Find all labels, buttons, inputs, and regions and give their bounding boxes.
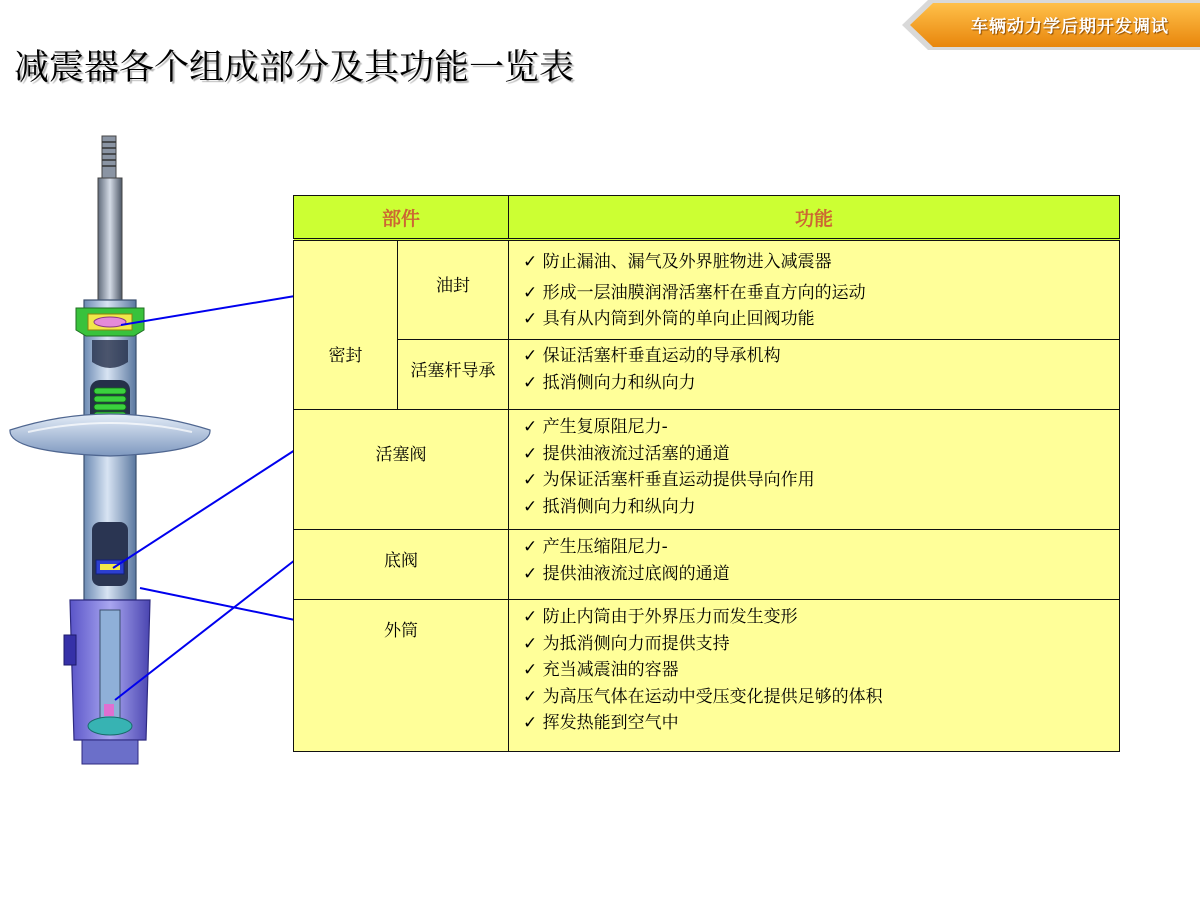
functions-piston-valve <box>509 410 1120 530</box>
part-base-valve: 底阀 <box>294 530 509 600</box>
part-seal: 密封 <box>294 240 398 410</box>
page-title: 减震器各个组成部分及其功能一览表 <box>14 48 575 88</box>
function-item: ✓ 产生复原阻尼力- <box>523 414 1119 441</box>
function-item: ✓ 充当减震油的容器 <box>523 657 1119 684</box>
function-item: ✓ 抵消侧向力和纵向力 <box>523 494 1119 521</box>
function-item: ✓ 防止内筒由于外界压力而发生变形 <box>523 604 1119 631</box>
part-piston-valve: 活塞阀 <box>294 410 509 530</box>
header-function: 功能 <box>509 196 1120 240</box>
functions-base-valve <box>509 530 1120 600</box>
part-outer-tube: 外筒 <box>294 600 509 752</box>
section-badge <box>902 0 1200 50</box>
function-item: ✓ 抵消侧向力和纵向力 <box>523 370 1119 397</box>
part-rod-guide: 活塞杆导承 <box>398 340 509 410</box>
function-item: ✓ 提供油液流过底阀的通道 <box>523 561 1119 588</box>
function-item: ✓ 提供油液流过活塞的通道 <box>523 441 1119 468</box>
function-item: ✓ 挥发热能到空气中 <box>523 710 1119 737</box>
functions-rod-guide <box>509 340 1120 410</box>
components-table <box>293 195 1120 752</box>
table-row <box>294 530 1120 600</box>
shock-absorber-illustration <box>0 130 220 770</box>
table-row <box>294 600 1120 752</box>
functions-oil-seal <box>509 240 1120 340</box>
function-item: ✓ 为保证活塞杆垂直运动提供导向作用 <box>523 467 1119 494</box>
function-item: ✓ 保证活塞杆垂直运动的导承机构 <box>523 343 1119 370</box>
badge-text: 车辆动力学后期开发调试 <box>971 17 1169 37</box>
table-header-row <box>294 196 1120 240</box>
function-item: ✓ 产生压缩阻尼力- <box>523 534 1119 561</box>
part-oil-seal: 油封 <box>398 240 509 340</box>
functions-outer-tube <box>509 600 1120 752</box>
table-row <box>294 340 1120 410</box>
function-item: ✓ 为高压气体在运动中受压变化提供足够的体积 <box>523 684 1119 711</box>
table-row <box>294 240 1120 340</box>
function-item: ✓ 形成一层油膜润滑活塞杆在垂直方向的运动 <box>523 280 1119 307</box>
function-item: ✓ 防止漏油、漏气及外界脏物进入减震器 <box>523 249 1119 276</box>
function-item: ✓ 为抵消侧向力而提供支持 <box>523 631 1119 658</box>
table-row <box>294 410 1120 530</box>
function-item: ✓ 具有从内筒到外筒的单向止回阀功能 <box>523 306 1119 333</box>
header-part: 部件 <box>294 196 509 240</box>
